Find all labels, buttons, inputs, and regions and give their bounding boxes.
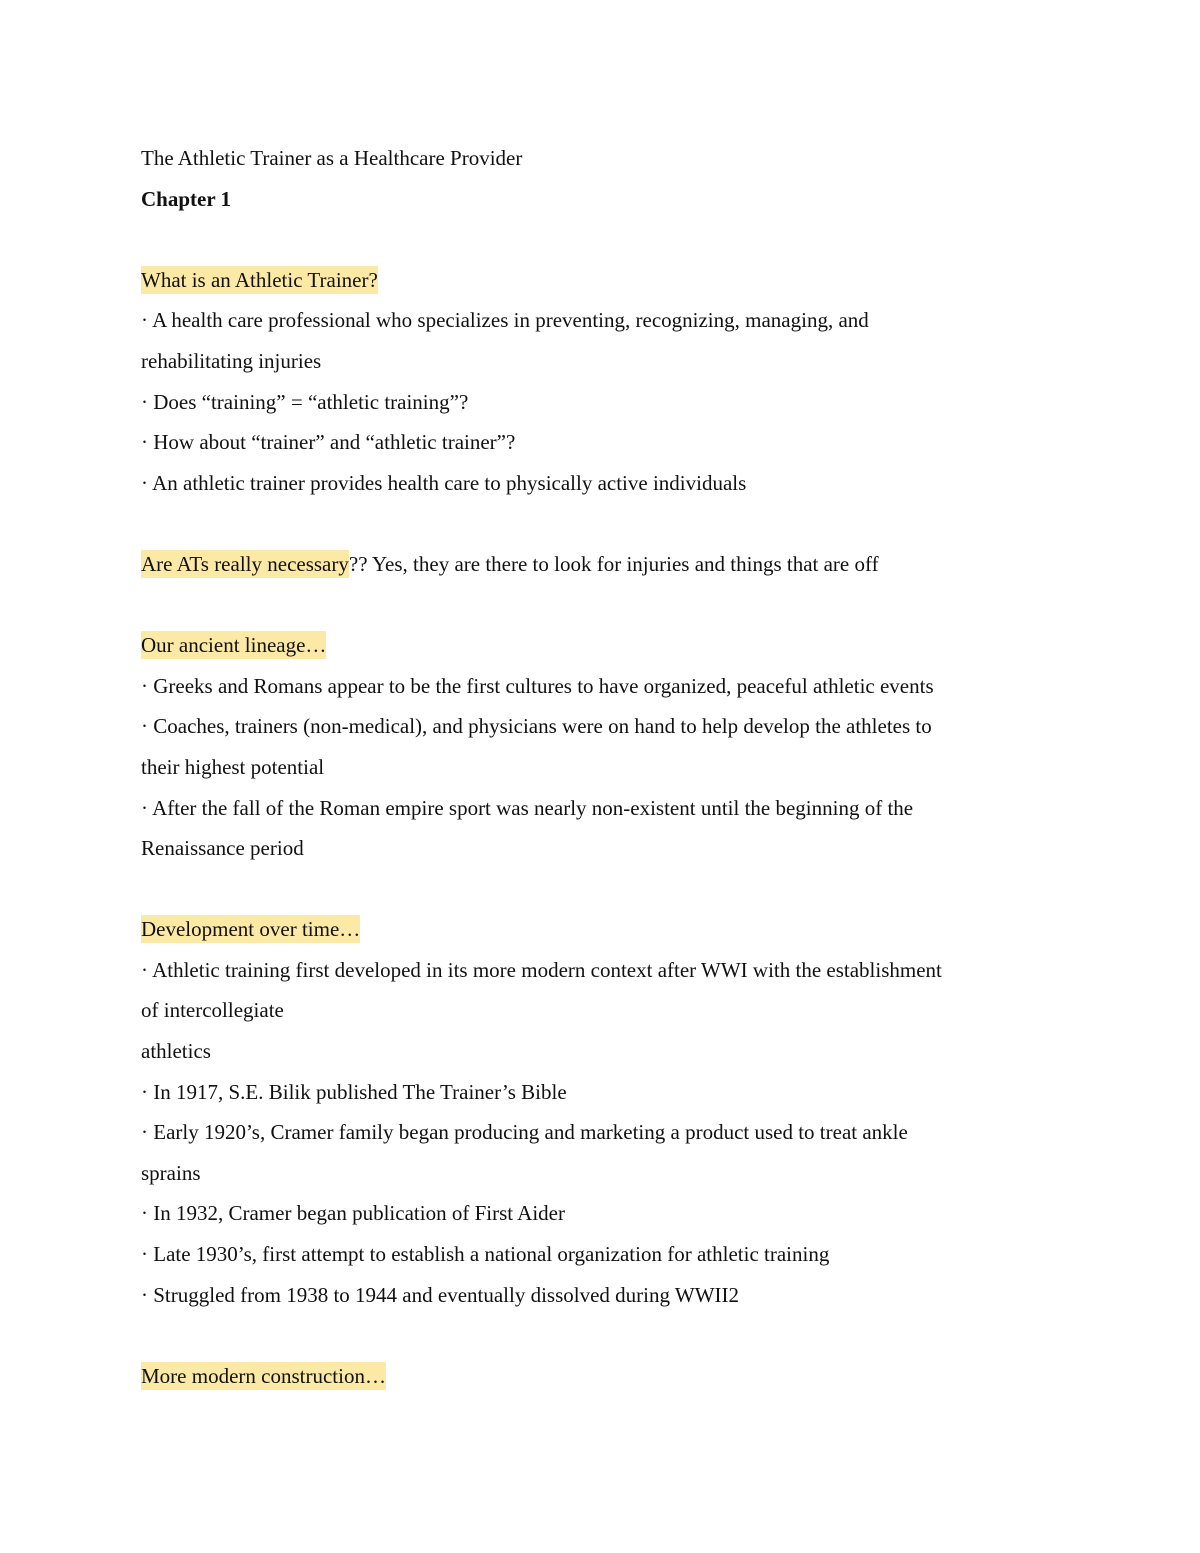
spacer	[141, 503, 1061, 544]
spacer	[141, 869, 1061, 910]
section-heading-modern	[141, 1356, 1061, 1397]
highlighted-heading: Development over time…	[141, 917, 361, 942]
bullet-line: · A health care professional who specializes in preventing, recognizing, managing, and	[141, 308, 869, 333]
spacer	[141, 1315, 1061, 1356]
document-page	[141, 138, 1061, 1396]
bullet-line-continued: athletics	[141, 1039, 211, 1064]
bullet-line-continued: of intercollegiate	[141, 998, 284, 1023]
document-title: The Athletic Trainer as a Healthcare Provider	[141, 146, 523, 170]
highlighted-heading: Are ATs really necessary	[141, 551, 349, 576]
bullet-line: · Athletic training first developed in its more modern context after WWI with the establishment	[141, 957, 942, 982]
bullet-line: · Does “training” = “athletic training”?	[141, 389, 469, 414]
spacer	[141, 219, 1061, 260]
bullet-line: · Greeks and Romans appear to be the first cultures to have organized, peaceful athletic events	[141, 673, 934, 698]
bullet-line-continued: Renaissance period	[141, 836, 304, 861]
bullet-line-continued: rehabilitating injuries	[141, 348, 322, 373]
bullet-line: · Early 1920’s, Cramer family began producing and marketing a product used to treat ankle	[141, 1120, 908, 1145]
bullet-line: · In 1932, Cramer began publication of First Aider	[141, 1201, 565, 1226]
bullet-line-continued: sprains	[141, 1160, 201, 1185]
highlighted-heading: What is an Athletic Trainer?	[141, 267, 378, 292]
section-heading-what-is	[141, 260, 1061, 301]
section-heading-lineage	[141, 625, 1061, 666]
spacer	[141, 585, 1061, 626]
highlighted-heading: More modern construction…	[141, 1363, 386, 1388]
section-necessary	[141, 544, 1061, 585]
bullet-line: · In 1917, S.E. Bilik published The Trainer’s Bible	[141, 1079, 567, 1104]
bullet-line: · How about “trainer” and “athletic trainer”?	[141, 430, 516, 455]
bullet-line-continued: their highest potential	[141, 754, 325, 779]
bullet-line: · Coaches, trainers (non-medical), and physicians were on hand to help develop the athletes to	[141, 714, 932, 739]
section-heading-development	[141, 909, 1061, 950]
highlighted-heading: Our ancient lineage…	[141, 633, 327, 658]
bullet-line: · Late 1930’s, first attempt to establish a national organization for athletic training	[141, 1242, 830, 1267]
chapter-heading: Chapter 1	[141, 186, 232, 211]
bullet-line: · After the fall of the Roman empire sport was nearly non-existent until the beginning of the	[141, 795, 914, 820]
bullet-line: · Struggled from 1938 to 1944 and eventually dissolved during WWII2	[141, 1282, 740, 1307]
bullet-line: · An athletic trainer provides health care to physically active individuals	[141, 470, 747, 495]
necessary-answer: ?? Yes, they are there to look for injuries and things that are off	[348, 551, 879, 576]
